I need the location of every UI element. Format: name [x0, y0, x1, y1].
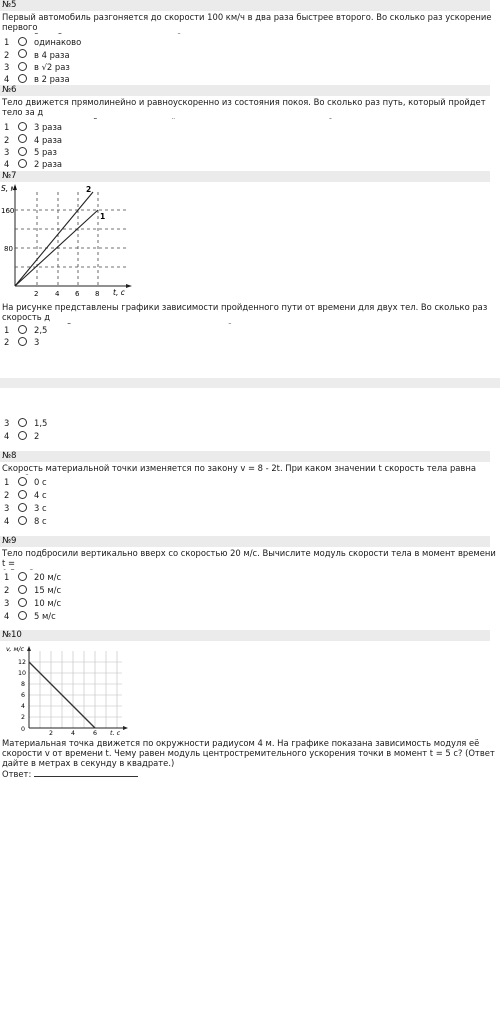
y-tick-label: 0	[21, 726, 26, 733]
y-tick-label: 2	[21, 714, 26, 721]
radio-button[interactable]	[18, 147, 27, 156]
q7-header: №7	[0, 171, 490, 182]
q5-option-1[interactable]: 1 одинаково	[4, 37, 82, 47]
q8-header: №8	[0, 451, 490, 462]
radio-button[interactable]	[18, 611, 27, 620]
page-separator	[0, 378, 500, 388]
q8-text: Скорость материальной точки изменяется по закону v = 8 - 2t. При каком значении t скорость тела равна	[2, 463, 476, 473]
radio-button[interactable]	[18, 122, 27, 131]
answer-input[interactable]	[34, 769, 138, 777]
q9-text: Тело подбросили вертикально вверх со скоростью 20 м/с. Вычислите модуль скорости тела в момент времени t =	[2, 548, 496, 569]
q6-header: №6	[0, 85, 490, 96]
q5-header: №5	[0, 0, 490, 11]
x-axis-label: t, с	[110, 729, 121, 735]
q10-header: №10	[0, 630, 490, 641]
radio-button[interactable]	[18, 37, 27, 46]
radio-button[interactable]	[18, 585, 27, 594]
q5-option-2[interactable]: 2 в 4 раза	[4, 49, 70, 60]
radio-button[interactable]	[18, 49, 27, 58]
x-tick-label: 2	[49, 730, 54, 735]
y-axis-arrow	[27, 646, 31, 651]
q6-option-2[interactable]: 2 4 раза	[4, 134, 63, 145]
x-tick-label: 4	[71, 730, 76, 735]
q9-header: №9	[0, 536, 490, 547]
y-tick-label: 12	[18, 659, 27, 666]
q7-text: На рисунке представлены графики зависимости пройденного пути от времени для двух тел. Во сколько раз скорость д	[2, 302, 488, 323]
line-2	[15, 192, 93, 286]
x-axis-label: t, с	[113, 288, 125, 297]
y-tick-label: 160	[1, 207, 15, 215]
y-axis-label: S, м	[1, 184, 17, 193]
grid	[29, 651, 122, 728]
y-axis-label: v, м/с	[6, 645, 25, 653]
radio-button[interactable]	[18, 503, 27, 512]
y-tick-label: 8	[21, 681, 26, 688]
q7-option-1[interactable]: 1 2,5	[4, 325, 48, 335]
x-tick-label: 8	[95, 290, 100, 298]
q9-option-3[interactable]: 3 10 м/с	[4, 598, 62, 608]
q8-option-3[interactable]: 3 3 с	[4, 503, 47, 513]
q8-option-2[interactable]: 2 4 с	[4, 490, 47, 500]
line-1-label: 1	[100, 212, 106, 221]
radio-button[interactable]	[18, 337, 27, 346]
x-axis-arrow	[123, 726, 128, 730]
q10-velocity-time-graph	[0, 643, 135, 735]
q7-option-2[interactable]: 2 3	[4, 337, 40, 347]
y-tick-label: 10	[18, 670, 27, 677]
q6-option-3[interactable]: 3 5 раз	[4, 147, 57, 157]
q6-text: Тело движется прямолинейно и равноускоренно из состояния покоя. Во сколько раз путь, который пройдет тело за д	[2, 97, 486, 118]
grid	[15, 192, 128, 286]
q9-option-1[interactable]: 1 20 м/с	[4, 572, 62, 582]
radio-button[interactable]	[18, 477, 27, 486]
q9-option-4[interactable]: 4 5 м/с	[4, 611, 56, 621]
radio-button[interactable]	[18, 431, 27, 440]
q7-distance-time-graph	[0, 182, 135, 302]
q5-option-4[interactable]: 4 в 2 раза	[4, 74, 70, 84]
q10-text: Материальная точка движется по окружности радиусом 4 м. На графике показана зависимость модуля её скорости v от времени t. Чему равен модуль центростремительного ускорения точки в момент t = 5 с? (Ответ дайте в метрах в секунду в квадрате.)	[2, 738, 495, 769]
radio-button[interactable]	[18, 598, 27, 607]
q5-option-3[interactable]: 3 в √2 раз	[4, 62, 70, 72]
q6-option-4[interactable]: 4 2 раза	[4, 159, 63, 169]
q8-option-4[interactable]: 4 8 с	[4, 516, 47, 526]
y-tick-label: 6	[21, 692, 26, 699]
x-axis-arrow	[126, 284, 132, 288]
x-tick-label: 6	[93, 730, 98, 735]
line-2-label: 2	[86, 185, 92, 194]
radio-button[interactable]	[18, 490, 27, 499]
radio-button[interactable]	[18, 74, 27, 83]
x-tick-label: 2	[34, 290, 39, 298]
q6-option-1[interactable]: 1 3 раза	[4, 122, 63, 132]
x-tick-label: 4	[55, 290, 60, 298]
radio-button[interactable]	[18, 516, 27, 525]
q8-option-1[interactable]: 1 0 с	[4, 477, 47, 487]
radio-button[interactable]	[18, 418, 27, 427]
answer-label: Ответ:	[2, 769, 32, 779]
radio-button[interactable]	[18, 134, 27, 143]
radio-button[interactable]	[18, 572, 27, 581]
q7-option-3[interactable]: 3 1,5	[4, 418, 48, 428]
q9-option-2[interactable]: 2 15 м/с	[4, 585, 62, 595]
y-tick-label: 4	[21, 703, 26, 710]
radio-button[interactable]	[18, 62, 27, 71]
radio-button[interactable]	[18, 159, 27, 168]
radio-button[interactable]	[18, 325, 27, 334]
x-tick-label: 6	[75, 290, 80, 298]
y-tick-label: 80	[4, 245, 13, 253]
q5-text: Первый автомобиль разгоняется до скорости 100 км/ч в два раза быстрее второго. Во сколько раз ускорение первого	[2, 12, 492, 33]
q7-option-4[interactable]: 4 2	[4, 431, 40, 441]
